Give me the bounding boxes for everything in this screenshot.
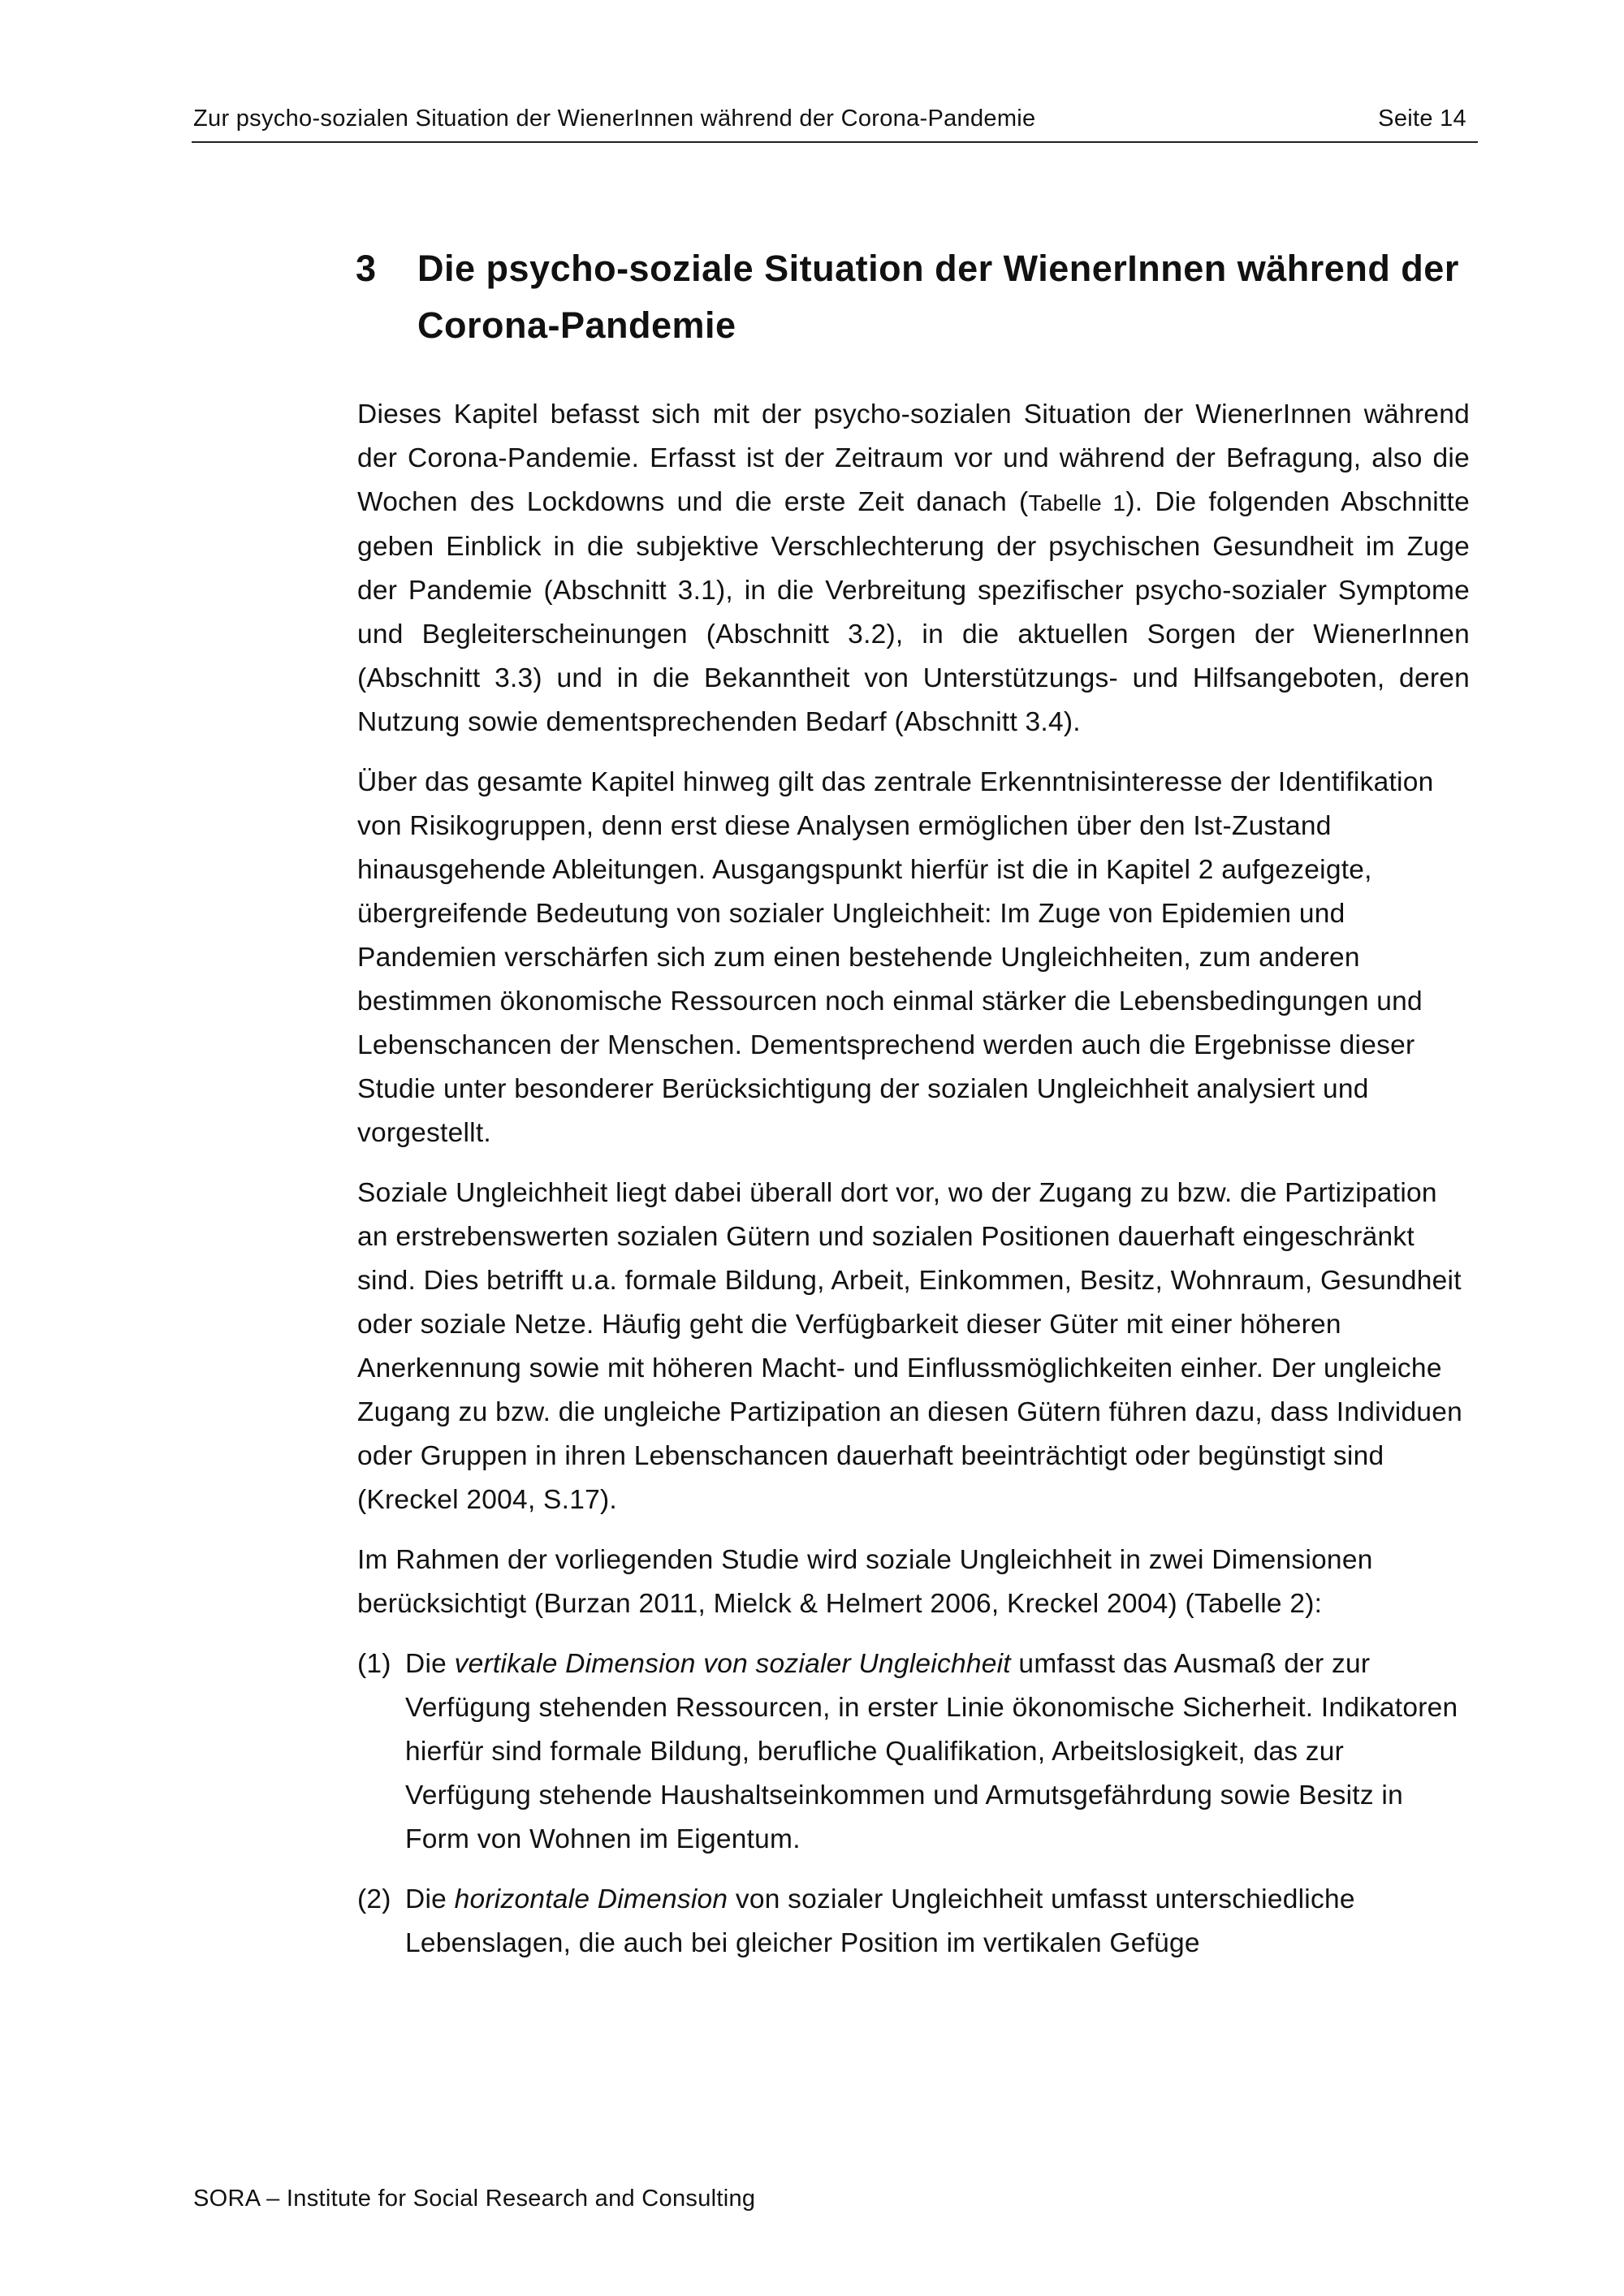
page-header	[192, 102, 1478, 143]
list-item: (1) Die vertikale Dimension von sozialer Ungleichheit umfasst das Ausmaß der zur Verfügung stehenden Ressourcen, in erster Linie ökonomische Sicherheit. Indikatoren hierfür sind formale Bildung, berufliche Qualifikation, Arbeitslosigkeit, das zur Verfügung stehende Haushaltseinkommen und Armutsgefährdung sowie Besitz in Form von Wohnen im Eigentum.	[357, 1642, 1470, 1862]
emphasis-term: horizontale Dimension	[454, 1884, 728, 1914]
list-item: (2) Die horizontale Dimension von sozialer Ungleichheit umfasst unterschiedliche Lebenslagen, die auch bei gleicher Position im vertikalen Gefüge	[357, 1878, 1470, 1966]
chapter-heading	[356, 240, 1509, 354]
paragraph-dimensions: Im Rahmen der vorliegenden Studie wird soziale Ungleichheit in zwei Dimensionen berücksichtigt (Burzan 2011, Mielck & Helmert 2006, Kreckel 2004) (Tabelle 2):	[357, 1545, 1373, 1619]
header-title: Zur psycho-sozialen Situation der WienerInnen während der Corona-Pandemie	[193, 106, 1036, 132]
header-page-number: Seite 14	[1378, 106, 1466, 132]
emphasis-term: vertikale Dimension von sozialer Ungleichheit	[454, 1649, 1011, 1679]
list-marker: (1)	[357, 1649, 391, 1679]
chapter-title: Die psycho-soziale Situation der WienerInnen während der Corona-Pandemie	[417, 248, 1459, 346]
paragraph-social-inequality: Soziale Ungleichheit liegt dabei überall dort vor, wo der Zugang zu bzw. die Partizipation an erstrebenswerten sozialen Gütern und sozialen Positionen dauerhaft eingeschränkt sind. Dies betrifft u.a. formale Bildung, Arbeit, Einkommen, Besitz, Wohnraum, Gesundheit oder soziale Netze. Häufig geht die Verfügbarkeit dieser Güter mit einer höheren Anerkennung sowie mit höheren Macht- und Einflussmöglichkeiten einher. Der ungleiche Zugang zu bzw. die ungleiche Partizipation an diesen Gütern führen dazu, dass Individuen oder Gruppen in ihren Lebenschancen dauerhaft beeinträchtigt oder begünstigt sind (Kreckel 2004, S.17).	[357, 1178, 1463, 1515]
page-footer: SORA – Institute for Social Research and Consulting	[193, 2186, 756, 2212]
paragraph-intro: Dieses Kapitel befasst sich mit der psycho-sozialen Situation der WienerInnen während der Corona-Pandemie. Erfasst ist der Zeitraum vor und während der Befragung, also die Wochen des Lockdowns und die erste Zeit danach (Tabelle 1). Die folgenden Abschnitte geben Einblick in die subjektive Verschlechterung der psychischen Gesundheit im Zuge der Pandemie (Abschnitt 3.1), in die Verbreitung spezifischer psycho-sozialer Symptome und Begleiterscheinungen (Abschnitt 3.2), in die aktuellen Sorgen der WienerInnen (Abschnitt 3.3) und in die Bekanntheit von Unterstützungs- und Hilfsangeboten, deren Nutzung sowie dementsprechenden Bedarf (Abschnitt 3.4).	[357, 399, 1470, 737]
table-reference: Tabelle 1	[1028, 490, 1126, 516]
list-marker: (2)	[357, 1884, 391, 1914]
chapter-number: 3	[356, 248, 377, 289]
paragraph-risk-groups: Über das gesamte Kapitel hinweg gilt das zentrale Erkenntnisinteresse der Identifikation von Risikogruppen, denn erst diese Analysen ermöglichen über den Ist-Zustand hinausgehende Ableitungen. Ausgangspunkt hierfür ist die in Kapitel 2 aufgezeigte, übergreifende Bedeutung von sozialer Ungleichheit: Im Zuge von Epidemien und Pandemien verschärfen sich zum einen bestehende Ungleichheiten, zum anderen bestimmen ökonomische Ressourcen noch einmal stärker die Lebensbedingungen und Lebenschancen der Menschen. Dementsprechend werden auch die Ergebnisse dieser Studie unter besonderer Berücksichtigung der sozialen Ungleichheit analysiert und vorgestellt.	[357, 767, 1434, 1148]
body-text	[357, 393, 1470, 1982]
